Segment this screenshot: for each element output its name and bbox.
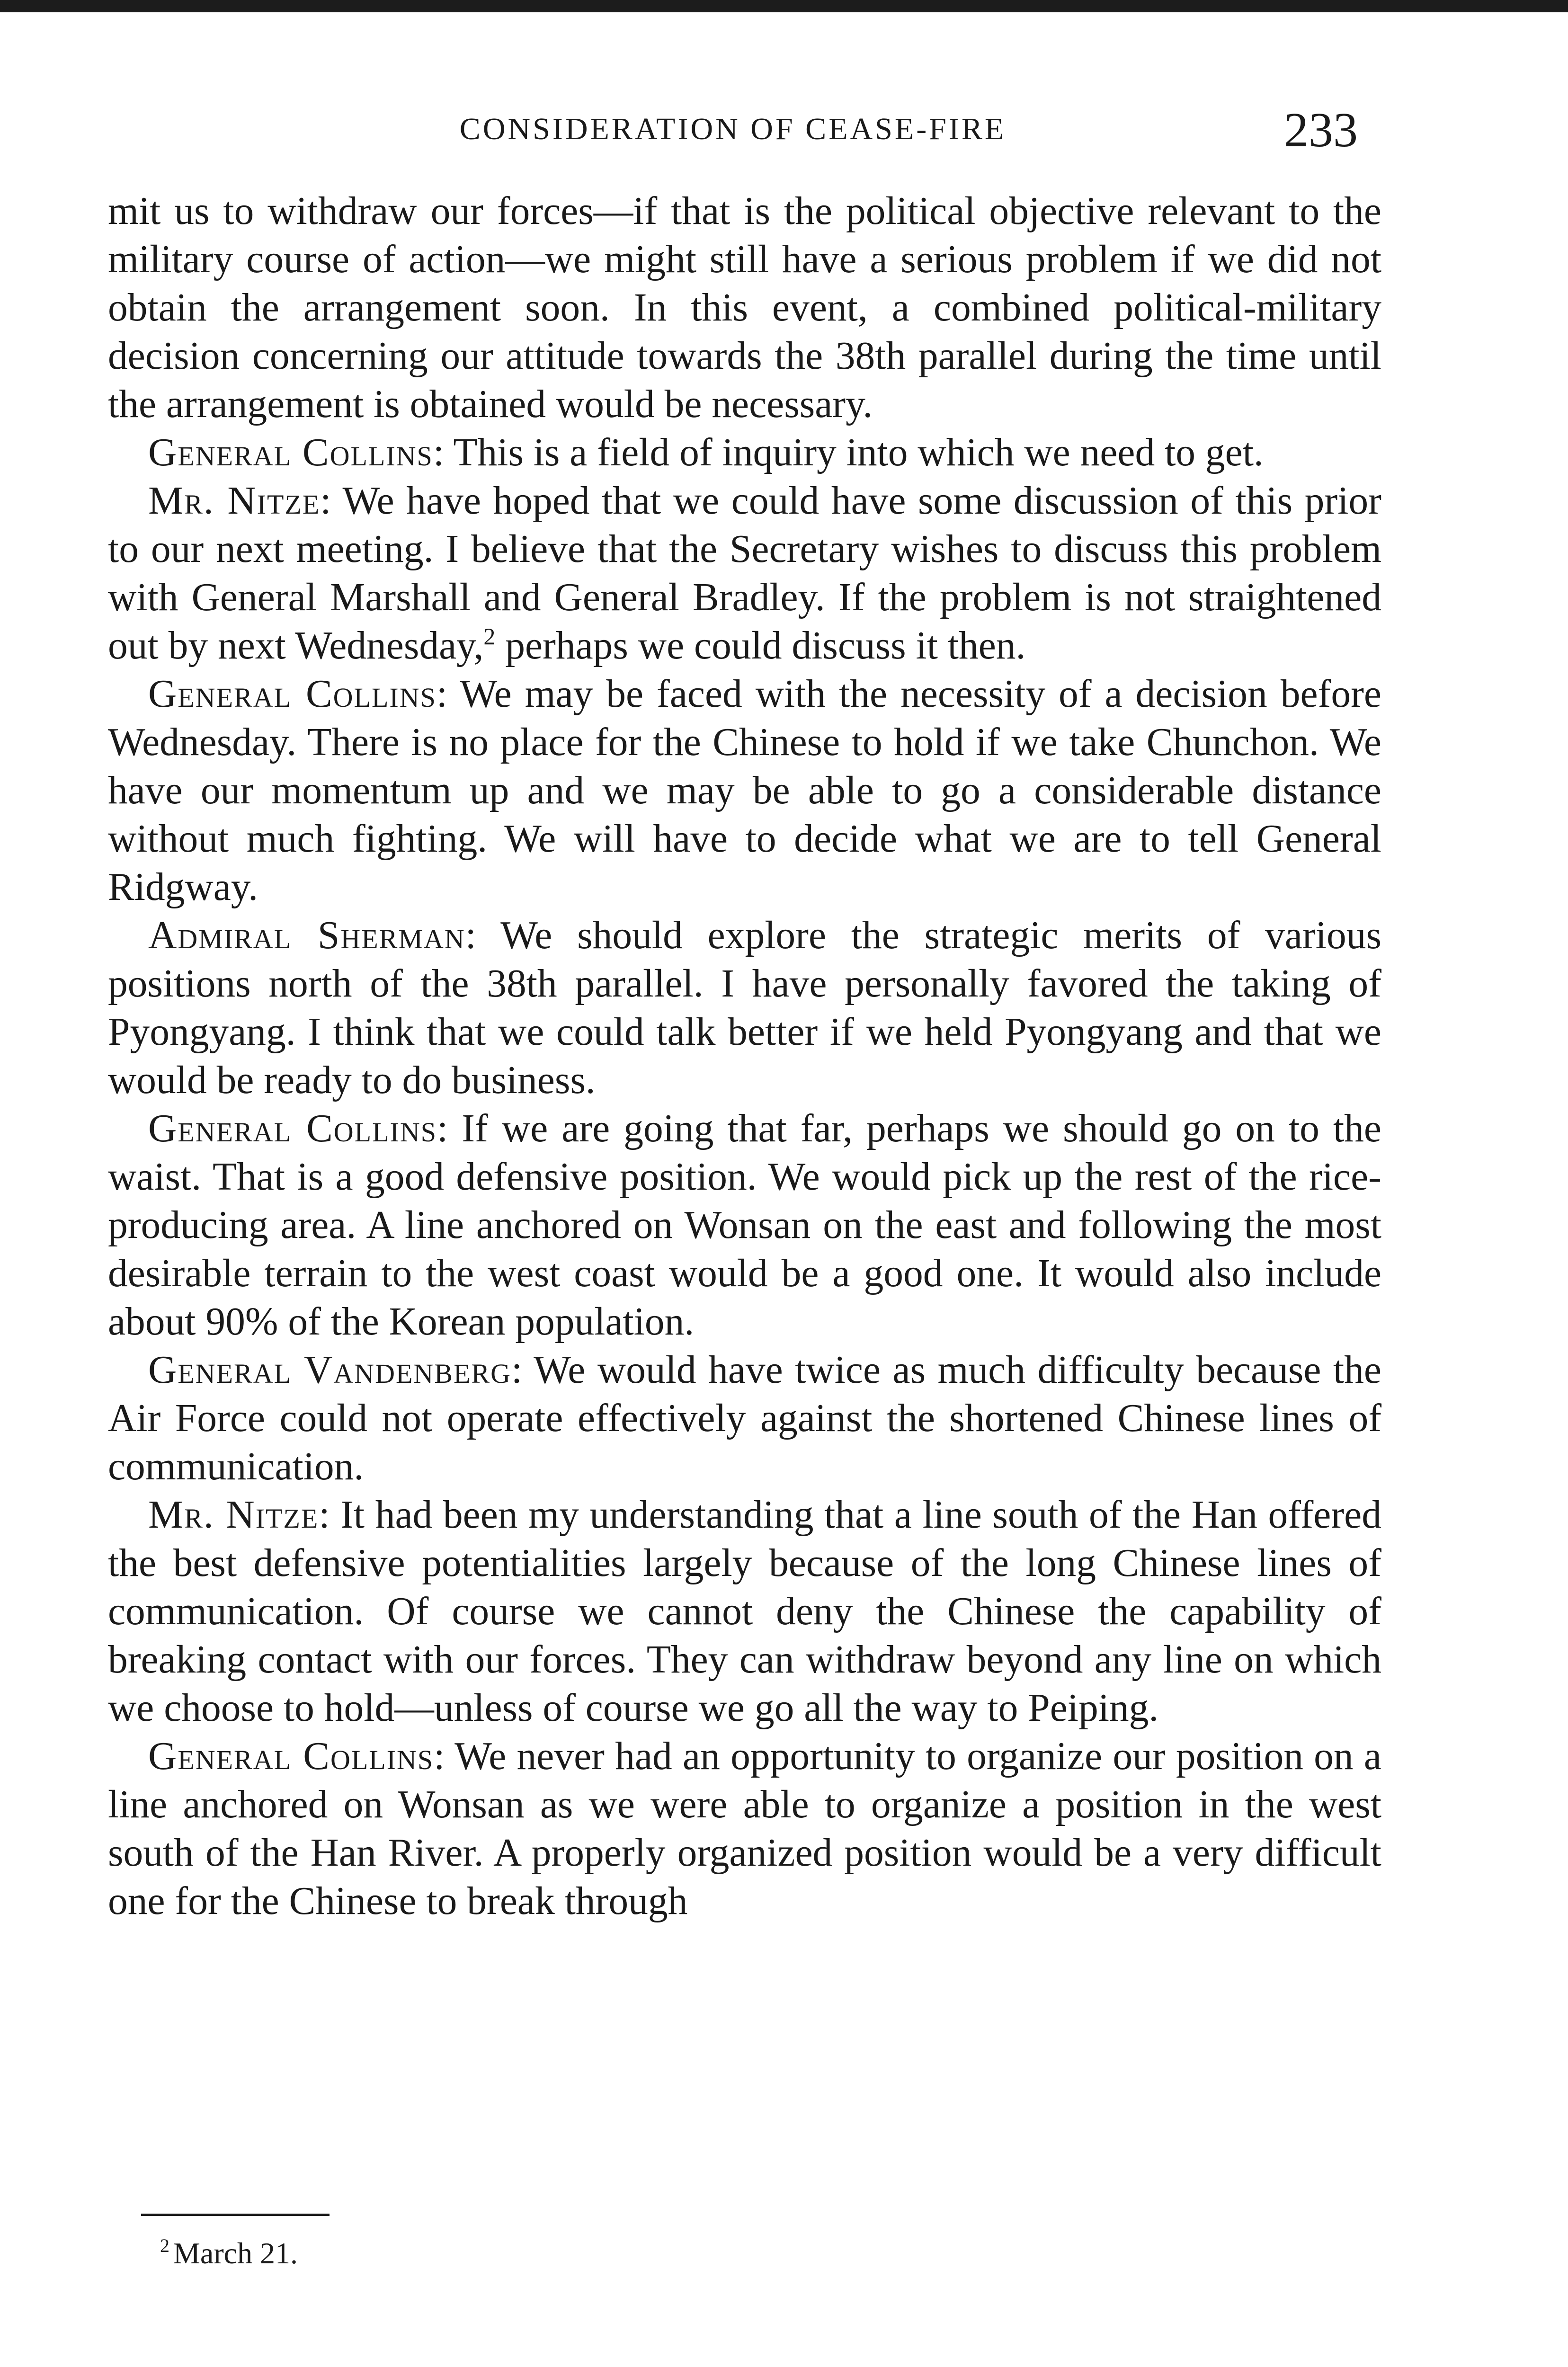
speech-paragraph: General Vandenberg: We would have twice as much difficulty because the Air Force could not operate effectively against the shortened Chinese lines of communication. <box>108 1348 1381 1488</box>
speech-paragraph: General Collins: If we are going that far, perhaps we should go on to the waist. That is a good defensive position. We would pick up the rest of the rice-producing area. A line anchored on Wonsan on the east and following the most desirable terrain to the west coast would be a good one. It would also include about 90% of the Korean population. <box>108 1107 1381 1344</box>
running-head: CONSIDERATION OF CEASE-FIRE <box>459 112 1007 146</box>
speech-text: If we are going that far, perhaps we should go on to the waist. That is a good defensive position. We would pick up the rest of the rice-producing area. A line anchored on Wonsan on the east and following the most desirable terrain to the west coast would be a good one. It would also include about 90% of the Korean population. <box>108 1107 1381 1344</box>
top-border-rule <box>0 0 1568 12</box>
speech-paragraph: General Collins: We may be faced with the necessity of a decision before Wednesday. There is no place for the Chinese to hold if we take Chunchon. We have our momentum up and we may be able to go a considerable distance without much fighting. We will have to decide what we are to tell General Ridgway. <box>108 672 1381 909</box>
speech-paragraph: General Collins: We never had an opportunity to organize our position on a line anchored on Wonsan as we were able to organize a position in the west south of the Han River. A properly organized position would be a very difficult one for the Chinese to break through <box>108 1735 1381 1923</box>
page-header <box>108 102 1358 157</box>
speaker-name: Mr. Nitze <box>148 1493 319 1537</box>
speech-text: We would have twice as much difficulty because the Air Force could not operate effectively against the shortened Chinese lines of communication. <box>108 1348 1381 1488</box>
speech-paragraph: General Collins: This is a field of inquiry into which we need to get. <box>148 431 1264 474</box>
speech-text: This is a field of inquiry into which we need to get. <box>453 431 1264 474</box>
speaker-name: General Vandenberg <box>148 1348 511 1392</box>
speaker-name: General Collins <box>148 672 437 716</box>
speech-text: It had been my understanding that a line south of the Han offered the best defensive potentialities largely because of the long Chinese lines of communication. Of course we cannot deny the Chinese the capability of breaking contact with our forces. They can withdraw beyond any line on which we choose to hold—unless of course we go all the way to Peiping. <box>108 1493 1381 1730</box>
footnote-mark: 2 <box>160 2235 169 2256</box>
body-text <box>108 187 1381 1925</box>
speech-paragraph: Admiral Sherman: We should explore the strategic merits of various positions north of the 38th parallel. I have personally favored the taking of Pyongyang. I think that we could talk better if we held Pyongyang and that we would be ready to do business. <box>108 914 1381 1102</box>
speaker-name: General Collins <box>148 431 433 474</box>
footnote-divider <box>141 2214 330 2216</box>
speaker-name: General Collins <box>148 1735 434 1778</box>
speech-text: We have hoped that we could have some discussion of this prior to our next meeting. I believe that the Secretary wishes to discuss this problem with General Marshall and General Bradley. If the problem is not straightened out by next Wednesday, <box>108 479 1381 667</box>
speech-text: We may be faced with the necessity of a decision before Wednesday. There is no place for the Chinese to hold if we take Chunchon. We have our momentum up and we may be able to go a considerable distance without much fighting. We will have to decide what we are to tell General Ridgway. <box>108 672 1381 909</box>
speaker-name: General Collins <box>148 1107 437 1150</box>
page-number: 233 <box>1284 103 1358 157</box>
speech-paragraph: Mr. Nitze: We have hoped that we could have some discussion of this prior to our next meeting. I believe that the Secretary wishes to discuss this problem with General Marshall and General Bradley. If the problem is not straightened out by next Wednesday,$^2$ perhaps we could discuss it then. <box>108 479 1381 667</box>
speech-text: We should explore the strategic merits of various positions north of the 38th parallel. I have personally favored the taking of Pyongyang. I think that we could talk better if we held Pyongyang and that we would be ready to do business. <box>108 914 1381 1102</box>
speech-text: We never had an opportunity to organize our position on a line anchored on Wonsan as we were able to organize a position in the west south of the Han River. A properly organized position would be a very difficult one for the Chinese to break through <box>108 1735 1381 1923</box>
footnote-reference[interactable]: 2 <box>483 623 496 650</box>
speaker-name: Admiral Sherman <box>148 914 465 957</box>
speech-text-continued: perhaps we could discuss it then. <box>495 624 1026 667</box>
footnote-text: March 21. <box>173 2236 298 2270</box>
continuation-paragraph: mit us to withdraw our forces—if that is the political objective relevant to the military course of action—we might still have a serious problem if we did not obtain the arrangement soon. In this event, a combined political-military decision concerning our attitude towards the 38th parallel during the time until the arrangement is obtained would be necessary. <box>108 189 1381 426</box>
footnote <box>160 2234 298 2272</box>
speaker-name: Mr. Nitze <box>148 479 321 523</box>
speech-paragraph: Mr. Nitze: It had been my understanding that a line south of the Han offered the best defensive potentialities largely because of the long Chinese lines of communication. Of course we cannot deny the Chinese the capability of breaking contact with our forces. They can withdraw beyond any line on which we choose to hold—unless of course we go all the way to Peiping. <box>108 1493 1381 1730</box>
